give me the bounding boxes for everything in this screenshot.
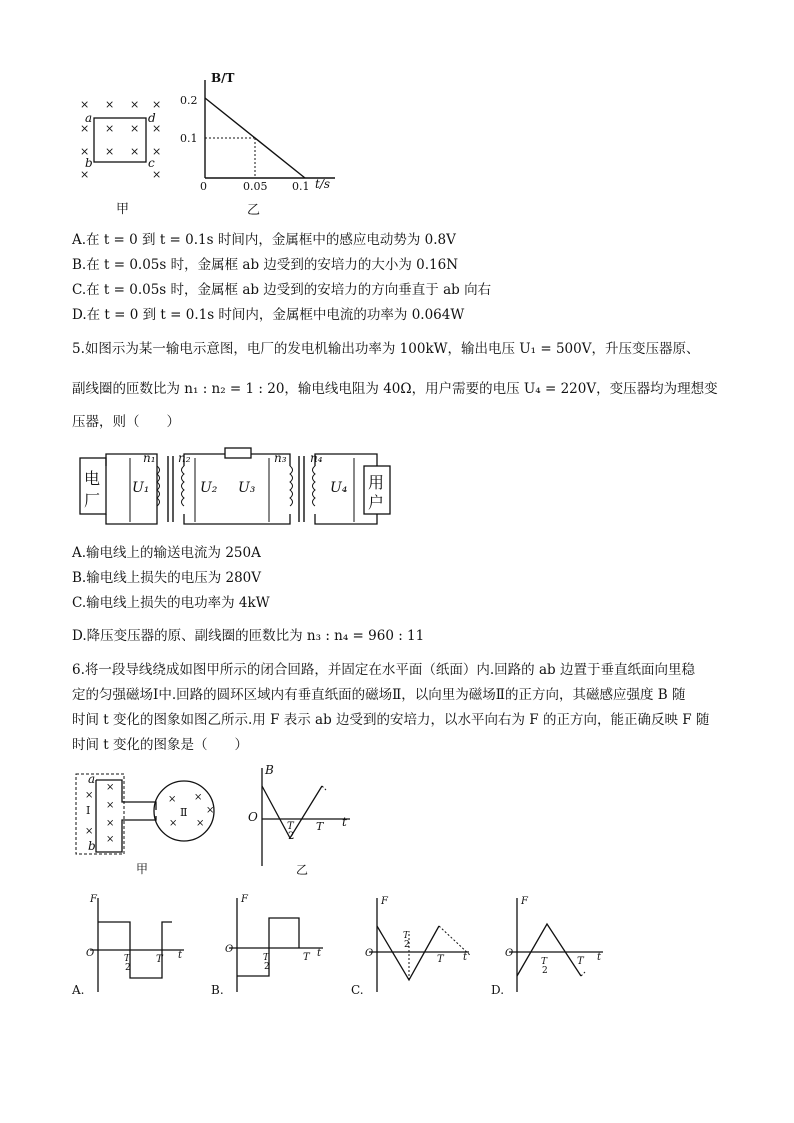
svg-text:厂: 厂 — [84, 491, 101, 510]
q5-stem-line1: 5.如图示为某一输电示意图，电厂的发电机输出功率为 100kW，输出电压 U₁ = 500V，升压变压器原、 — [72, 341, 700, 357]
svg-text:×: × — [152, 168, 162, 181]
choice-b-t: t — [317, 948, 322, 959]
q6-label-b: b — [88, 839, 96, 853]
choice-d-F: F — [521, 896, 528, 907]
label-U3: U₃ — [238, 480, 256, 496]
user-label: 用 — [368, 473, 385, 492]
q6-figure-jia-caption: 甲 — [136, 862, 149, 876]
svg-text:×: × — [194, 792, 203, 803]
q6-axis-O: O — [248, 810, 258, 824]
q6-figure-yi-b-t-graph — [246, 762, 356, 880]
q5-stem-line3: 压器，则（ ） — [72, 414, 180, 430]
choice-d-T: T — [577, 956, 584, 967]
q6-choice-a-graph — [72, 890, 192, 1000]
choice-c-T: T — [437, 954, 444, 965]
choice-d-label: D. — [491, 983, 505, 997]
choice-d-curve — [517, 924, 581, 976]
q5-stem-line2: 副线圈的匝数比为 n₁ : n₂ = 1 : 20，输电线电阻为 40Ω，用户需要的电压 U₄ = 220V，变压器均为理想变 — [72, 381, 718, 397]
svg-text:×: × — [169, 818, 178, 829]
axis-x-label: t/s — [315, 177, 331, 191]
tick-y-01: 0.1 — [180, 132, 198, 145]
svg-text:×: × — [130, 98, 140, 111]
choice-b-F: F — [241, 894, 248, 905]
q6-stem-line3: 时间 t 变化的图象如图乙所示.用 F 表示 ab 边受到的安培力，以水平向右为 F 的正方向，能正确反映 F 随 — [72, 712, 710, 728]
choice-a-t: t — [178, 950, 183, 961]
choice-b-T: T — [303, 952, 310, 963]
q5-option-b: B.输电线上损失的电压为 280V — [72, 570, 262, 586]
svg-text:×: × — [130, 122, 140, 135]
q5-option-a: A.输电线上的输送电流为 250A — [72, 545, 261, 561]
figure-yi-caption: 乙 — [247, 203, 261, 218]
q6-label-II: Ⅱ — [180, 806, 188, 819]
label-n1: n₁ — [143, 451, 156, 465]
svg-text:×: × — [80, 145, 90, 158]
svg-text:×: × — [106, 782, 115, 793]
axis-y-label: B/T — [211, 71, 235, 85]
choice-b-label: B. — [211, 983, 224, 997]
q5-transmission-diagram — [72, 436, 412, 536]
choice-c-label: C. — [351, 983, 364, 997]
q4-option-c: C.在 t = 0.05s 时，金属框 ab 边受到的安培力的方向垂直于 ab 向右 — [72, 282, 492, 298]
choice-c-F: F — [381, 896, 388, 907]
corner-b: b — [85, 156, 93, 170]
svg-text:×: × — [105, 98, 115, 111]
q6-choice-b-graph — [211, 890, 331, 1000]
tick-x-01: 0.1 — [292, 180, 310, 193]
q6-label-I: Ⅰ — [86, 804, 91, 817]
corner-a: a — [85, 111, 93, 125]
q6-choice-c-graph — [351, 890, 481, 1000]
svg-text:×: × — [105, 145, 115, 158]
q6-stem-line2: 定的匀强磁场Ⅰ中.回路的圆环区域内有垂直纸面的磁场Ⅱ，以向里为磁场Ⅱ的正方向，其磁感应强度 B 随 — [72, 687, 686, 703]
q5-option-d: D.降压变压器的原、副线圈的匝数比为 n₃ : n₄ = 960 : 11 — [72, 628, 425, 644]
q6-axis-t: t — [342, 815, 347, 829]
svg-text:×: × — [196, 818, 205, 829]
svg-text:×: × — [80, 122, 90, 135]
q6-choice-d-graph — [491, 890, 611, 1000]
corner-d: d — [148, 111, 156, 125]
choice-a-F: F — [90, 894, 97, 905]
svg-text:×: × — [85, 826, 94, 837]
svg-text:×: × — [168, 794, 177, 805]
choice-a-half-T: T — [124, 954, 131, 964]
choice-d-O: O — [505, 948, 514, 959]
svg-text:×: × — [106, 834, 115, 845]
svg-text:×: × — [130, 145, 140, 158]
svg-text:×: × — [105, 122, 115, 135]
tick-x-0: 0 — [200, 180, 207, 193]
choice-b-half-2: 2 — [264, 962, 270, 972]
q6-label-a: a — [88, 772, 96, 786]
choice-c-half-2: 2 — [404, 940, 410, 950]
plant-label: 电 — [84, 469, 101, 488]
line-resistor — [225, 448, 251, 458]
tick-x-005: 0.05 — [243, 180, 268, 193]
svg-text:×: × — [80, 168, 90, 181]
q4-option-d: D.在 t = 0 到 t = 0.1s 时间内，金属框中电流的功率为 0.064W — [72, 307, 465, 323]
q6-tick-T: T — [316, 820, 324, 833]
choice-b-O: O — [225, 944, 234, 955]
choice-a-label: A. — [72, 983, 85, 997]
label-U4: U₄ — [330, 480, 348, 496]
q4-option-b: B.在 t = 0.05s 时，金属框 ab 边受到的安培力的大小为 0.16N — [72, 257, 459, 273]
svg-text:×: × — [80, 98, 90, 111]
choice-c-t: t — [463, 952, 468, 963]
figure-yi-b-t-graph — [175, 68, 345, 218]
choice-d-t: t — [597, 952, 602, 963]
label-n3: n₃ — [274, 451, 287, 465]
svg-text:×: × — [152, 145, 162, 158]
q6-stem-line1: 6.将一段导线绕成如图甲所示的闭合回路，并固定在水平面（纸面）内.回路的 ab 边置于垂直纸面向里稳 — [72, 662, 695, 678]
svg-text:×: × — [106, 818, 115, 829]
q4-option-a: A.在 t = 0 到 t = 0.1s 时间内，金属框中的感应电动势为 0.8V — [72, 232, 456, 248]
q6-figure-jia-circuit — [72, 768, 252, 878]
q6-tick-half-T: T — [287, 821, 294, 832]
q6-figure-yi-caption: 乙 — [296, 863, 309, 877]
label-n2: n₂ — [178, 451, 191, 465]
choice-b-half-T: T — [263, 953, 270, 963]
corner-c: c — [148, 156, 155, 170]
label-U1: U₁ — [132, 480, 150, 496]
choice-a-half-2: 2 — [125, 963, 131, 973]
svg-text:户: 户 — [368, 493, 385, 512]
svg-text:×: × — [206, 805, 215, 816]
choice-a-T: T — [156, 954, 163, 965]
svg-text:×: × — [106, 800, 115, 811]
svg-text:×: × — [85, 790, 94, 801]
q6-stem-line4: 时间 t 变化的图象是（ ） — [72, 737, 249, 753]
choice-c-half-T: T — [403, 931, 410, 941]
figure-jia-field-frame — [70, 90, 170, 220]
label-U2: U₂ — [200, 480, 218, 496]
choice-d-half-2: 2 — [542, 966, 548, 976]
q6-tick-half-2: 2 — [288, 831, 295, 842]
choice-d-half-T: T — [541, 957, 548, 967]
q6-axis-B: B — [265, 763, 274, 777]
svg-text:×: × — [152, 98, 162, 111]
figure-jia-caption: 甲 — [116, 202, 130, 217]
choice-c-O: O — [365, 948, 374, 959]
q5-option-c: C.输电线上损失的电功率为 4kW — [72, 595, 270, 611]
tick-y-02: 0.2 — [180, 94, 198, 107]
svg-text:×: × — [152, 122, 162, 135]
label-n4: n₄ — [310, 451, 323, 465]
choice-a-O: O — [86, 948, 95, 959]
